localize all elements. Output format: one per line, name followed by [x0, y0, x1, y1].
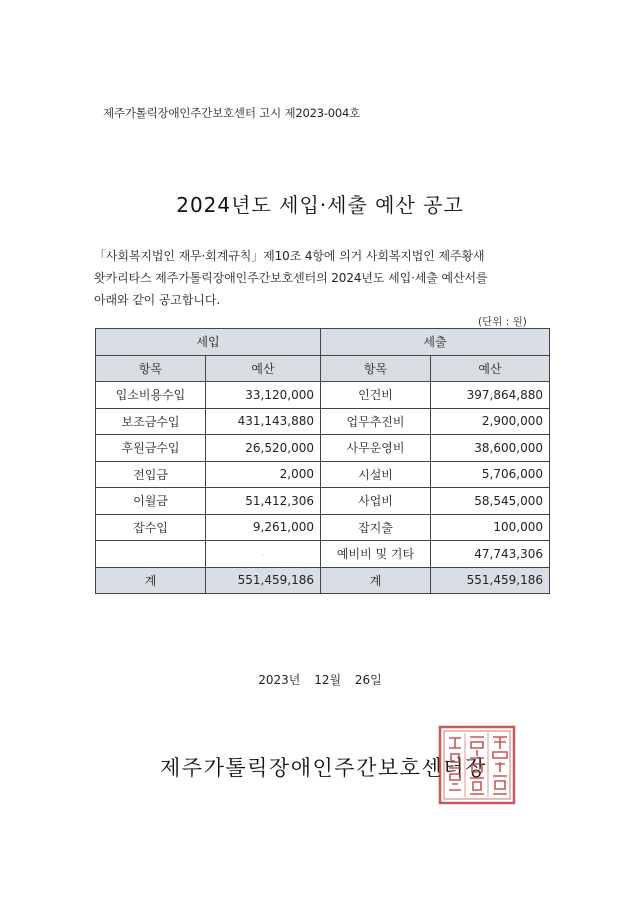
expense-amount: 5,706,000: [431, 461, 550, 488]
notice-body-line: 「사회복지법인 재무·회계규칙」제10조 4항에 의거 사회복지법인 제주황새: [94, 249, 485, 263]
revenue-amount: 33,120,000: [206, 382, 321, 409]
table-column-header-row: [96, 355, 550, 382]
revenue-amount: 51,412,306: [206, 488, 321, 515]
notice-body: [94, 245, 556, 311]
revenue-item: 후원금수입: [96, 435, 206, 462]
revenue-item: 보조금수입: [96, 408, 206, 435]
notice-body-line: 아래와 같이 공고합니다.: [94, 293, 221, 307]
table-row: [96, 461, 550, 488]
budget-table: [95, 328, 550, 594]
expense-item: 업무추진비: [321, 408, 431, 435]
revenue-header: 세입: [96, 329, 321, 356]
expense-item: 잡지출: [321, 514, 431, 541]
revenue-total-label: 계: [96, 567, 206, 594]
notice-body-line: 왓카리타스 제주가톨릭장애인주간보호센터의 2024년도 세입·세출 예산서를: [94, 271, 488, 285]
expense-amount: 397,864,880: [431, 382, 550, 409]
revenue-item: [96, 541, 206, 568]
expense-item: 사무운영비: [321, 435, 431, 462]
column-header-item: 항목: [321, 355, 431, 382]
expense-total-label: 계: [321, 567, 431, 594]
table-section-header-row: [96, 329, 550, 356]
notice-number: 제주가톨릭장애인주간보호센터 고시 제2023-004호: [103, 106, 361, 120]
revenue-amount: 9,261,000: [206, 514, 321, 541]
table-total-row: [96, 567, 550, 594]
revenue-amount: 2,000: [206, 461, 321, 488]
table-row: [96, 435, 550, 462]
revenue-item: 입소비용수입: [96, 382, 206, 409]
expense-total: 551,459,186: [431, 567, 550, 594]
column-header-budget: 예산: [206, 355, 321, 382]
page-title: 2024년도 세입·세출 예산 공고: [176, 193, 464, 217]
revenue-amount-empty: [206, 541, 321, 568]
unit-label: (단위 : 원): [478, 316, 527, 328]
expense-item: 인건비: [321, 382, 431, 409]
official-seal-stamp: [437, 724, 517, 806]
table-row: [96, 382, 550, 409]
column-header-item: 항목: [96, 355, 206, 382]
organization-name: 제주가톨릭장애인주간보호센터장: [160, 756, 487, 780]
revenue-amount: 431,143,880: [206, 408, 321, 435]
expense-item: 사업비: [321, 488, 431, 515]
table-row: [96, 488, 550, 515]
revenue-amount: 26,520,000: [206, 435, 321, 462]
expense-item: 예비비 및 기타: [321, 541, 431, 568]
table-row: [96, 541, 550, 568]
revenue-item: 전입금: [96, 461, 206, 488]
revenue-item: 이월금: [96, 488, 206, 515]
expense-amount: 58,545,000: [431, 488, 550, 515]
table-row: [96, 408, 550, 435]
revenue-item: 잡수입: [96, 514, 206, 541]
expense-item: 시설비: [321, 461, 431, 488]
expense-amount: 100,000: [431, 514, 550, 541]
expense-amount: 38,600,000: [431, 435, 550, 462]
table-row: [96, 514, 550, 541]
notice-date: 2023년 12월 26일: [258, 673, 382, 687]
column-header-budget: 예산: [431, 355, 550, 382]
expense-amount: 47,743,306: [431, 541, 550, 568]
expense-header: 세출: [321, 329, 550, 356]
expense-amount: 2,900,000: [431, 408, 550, 435]
revenue-total: 551,459,186: [206, 567, 321, 594]
scan-dot: ·: [261, 550, 265, 560]
